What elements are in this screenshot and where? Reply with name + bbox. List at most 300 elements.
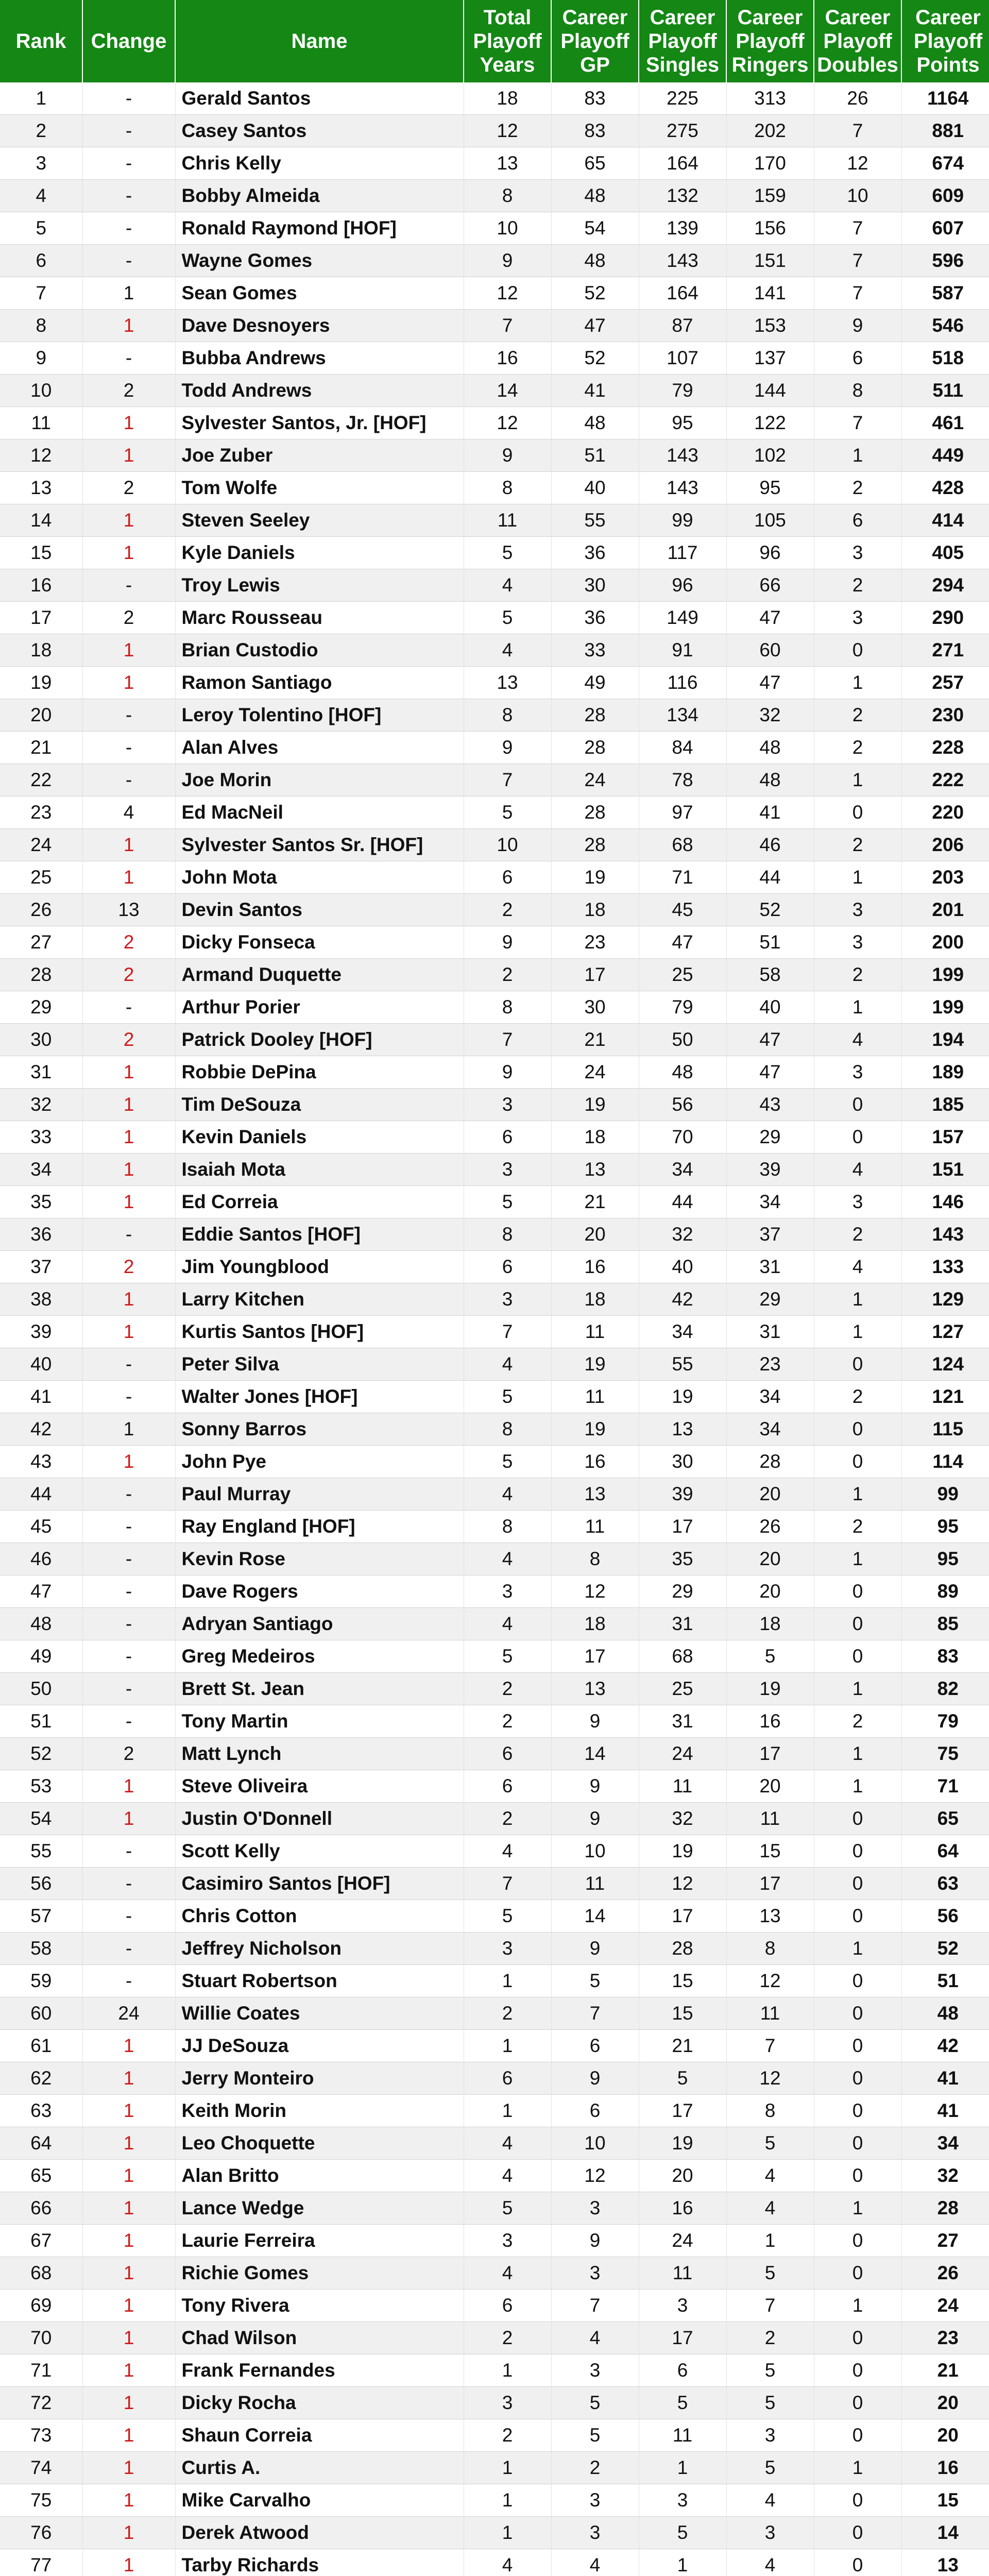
ringers-cell: 18: [726, 1608, 814, 1640]
singles-cell: 70: [639, 1121, 726, 1154]
points-cell: 220: [901, 796, 989, 829]
points-cell: 143: [901, 1218, 989, 1251]
years-cell: 4: [464, 634, 551, 667]
singles-cell: 68: [639, 829, 726, 861]
doubles-cell: 1: [814, 764, 901, 796]
rank-cell: 76: [0, 2517, 82, 2549]
rank-cell: 17: [0, 602, 82, 634]
change-cell: 2: [82, 959, 175, 991]
change-cell: 2: [82, 602, 175, 634]
player-name: Stuart Robertson: [175, 1965, 464, 1997]
player-name: John Pye: [175, 1446, 464, 1478]
years-cell: 8: [464, 991, 551, 1024]
points-cell: 290: [901, 602, 989, 634]
singles-cell: 1: [639, 2549, 726, 2576]
gp-cell: 17: [551, 1640, 639, 1673]
rank-cell: 74: [0, 2452, 82, 2484]
change-cell: 24: [82, 1997, 175, 2030]
change-cell: 1: [82, 2160, 175, 2192]
points-cell: 199: [901, 959, 989, 991]
header-doubles: Career Playoff Doubles: [814, 0, 901, 82]
change-cell: -: [82, 732, 175, 764]
years-cell: 10: [464, 829, 551, 861]
ringers-cell: 96: [726, 537, 814, 569]
table-row: [0, 667, 989, 699]
years-cell: 8: [464, 1413, 551, 1446]
player-name: Jerry Monteiro: [175, 2062, 464, 2095]
gp-cell: 30: [551, 569, 639, 602]
doubles-cell: 1: [814, 2290, 901, 2322]
rank-cell: 5: [0, 212, 82, 245]
points-cell: 15: [901, 2484, 989, 2517]
years-cell: 14: [464, 375, 551, 407]
gp-cell: 9: [551, 1705, 639, 1738]
rank-cell: 43: [0, 1446, 82, 1478]
table-row: [0, 1673, 989, 1705]
ringers-cell: 141: [726, 277, 814, 310]
rank-cell: 20: [0, 699, 82, 732]
years-cell: 5: [464, 1900, 551, 1933]
years-cell: 3: [464, 2387, 551, 2419]
player-name: Adryan Santiago: [175, 1608, 464, 1640]
player-name: Mike Carvalho: [175, 2484, 464, 2517]
points-cell: 34: [901, 2127, 989, 2160]
gp-cell: 30: [551, 991, 639, 1024]
gp-cell: 14: [551, 1738, 639, 1770]
player-name: Chad Wilson: [175, 2322, 464, 2354]
ringers-cell: 144: [726, 375, 814, 407]
change-cell: 2: [82, 1738, 175, 1770]
player-name: Ramon Santiago: [175, 667, 464, 699]
points-cell: 23: [901, 2322, 989, 2354]
table-row: [0, 407, 989, 439]
points-cell: 222: [901, 764, 989, 796]
rank-cell: 42: [0, 1413, 82, 1446]
singles-cell: 32: [639, 1218, 726, 1251]
table-row: [0, 277, 989, 310]
player-name: Shaun Correia: [175, 2419, 464, 2452]
points-cell: 203: [901, 861, 989, 894]
years-cell: 4: [464, 569, 551, 602]
singles-cell: 132: [639, 180, 726, 212]
singles-cell: 44: [639, 1186, 726, 1218]
years-cell: 4: [464, 2257, 551, 2290]
singles-cell: 48: [639, 1056, 726, 1089]
points-cell: 95: [901, 1543, 989, 1575]
change-cell: 2: [82, 1024, 175, 1056]
rank-cell: 9: [0, 342, 82, 375]
singles-cell: 78: [639, 764, 726, 796]
doubles-cell: 3: [814, 537, 901, 569]
points-cell: 20: [901, 2387, 989, 2419]
ringers-cell: 34: [726, 1413, 814, 1446]
years-cell: 5: [464, 1640, 551, 1673]
change-cell: 1: [82, 2225, 175, 2257]
change-cell: -: [82, 1478, 175, 1511]
rank-cell: 39: [0, 1316, 82, 1348]
gp-cell: 10: [551, 1835, 639, 1868]
player-name: Justin O'Donnell: [175, 1803, 464, 1835]
doubles-cell: 0: [814, 1089, 901, 1121]
change-cell: -: [82, 1608, 175, 1640]
points-cell: 674: [901, 147, 989, 180]
years-cell: 9: [464, 926, 551, 959]
rank-cell: 29: [0, 991, 82, 1024]
gp-cell: 20: [551, 1218, 639, 1251]
singles-cell: 1: [639, 2452, 726, 2484]
gp-cell: 41: [551, 375, 639, 407]
table-row: [0, 1283, 989, 1316]
table-row: [0, 342, 989, 375]
doubles-cell: 7: [814, 407, 901, 439]
ringers-cell: 28: [726, 1446, 814, 1478]
rank-cell: 26: [0, 894, 82, 926]
years-cell: 6: [464, 1738, 551, 1770]
gp-cell: 6: [551, 2030, 639, 2062]
gp-cell: 47: [551, 310, 639, 342]
change-cell: 1: [82, 1770, 175, 1803]
table-row: [0, 1997, 989, 2030]
singles-cell: 19: [639, 1381, 726, 1413]
ringers-cell: 48: [726, 732, 814, 764]
change-cell: 1: [82, 1283, 175, 1316]
points-cell: 14: [901, 2517, 989, 2549]
doubles-cell: 2: [814, 959, 901, 991]
change-cell: -: [82, 569, 175, 602]
change-cell: -: [82, 1381, 175, 1413]
table-row: [0, 2062, 989, 2095]
singles-cell: 11: [639, 2419, 726, 2452]
rank-cell: 31: [0, 1056, 82, 1089]
points-cell: 200: [901, 926, 989, 959]
doubles-cell: 0: [814, 2549, 901, 2576]
table-row: [0, 115, 989, 147]
table-row: [0, 1186, 989, 1218]
doubles-cell: 0: [814, 1575, 901, 1608]
points-cell: 405: [901, 537, 989, 569]
points-cell: 63: [901, 1868, 989, 1900]
change-cell: 1: [82, 2127, 175, 2160]
player-name: Kevin Rose: [175, 1543, 464, 1575]
table-row: [0, 1056, 989, 1089]
singles-cell: 17: [639, 2095, 726, 2127]
rank-cell: 61: [0, 2030, 82, 2062]
gp-cell: 52: [551, 277, 639, 310]
gp-cell: 36: [551, 537, 639, 569]
rank-cell: 35: [0, 1186, 82, 1218]
points-cell: 41: [901, 2095, 989, 2127]
player-name: Sylvester Santos, Jr. [HOF]: [175, 407, 464, 439]
table-row: [0, 2452, 989, 2484]
doubles-cell: 2: [814, 699, 901, 732]
rank-cell: 71: [0, 2354, 82, 2387]
points-cell: 607: [901, 212, 989, 245]
years-cell: 16: [464, 342, 551, 375]
rank-cell: 73: [0, 2419, 82, 2452]
doubles-cell: 6: [814, 504, 901, 537]
singles-cell: 35: [639, 1543, 726, 1575]
singles-cell: 40: [639, 1251, 726, 1283]
header-years: Total Playoff Years: [464, 0, 551, 82]
change-cell: -: [82, 991, 175, 1024]
table-row: [0, 1543, 989, 1575]
ringers-cell: 4: [726, 2192, 814, 2225]
years-cell: 13: [464, 147, 551, 180]
points-cell: 20: [901, 2419, 989, 2452]
points-cell: 294: [901, 569, 989, 602]
points-cell: 64: [901, 1835, 989, 1868]
points-cell: 609: [901, 180, 989, 212]
years-cell: 1: [464, 2517, 551, 2549]
singles-cell: 134: [639, 699, 726, 732]
change-cell: -: [82, 147, 175, 180]
rank-cell: 25: [0, 861, 82, 894]
singles-cell: 107: [639, 342, 726, 375]
player-name: Devin Santos: [175, 894, 464, 926]
ringers-cell: 7: [726, 2030, 814, 2062]
ringers-cell: 41: [726, 796, 814, 829]
table-row: [0, 1738, 989, 1770]
points-cell: 189: [901, 1056, 989, 1089]
points-cell: 114: [901, 1446, 989, 1478]
gp-cell: 12: [551, 1575, 639, 1608]
ringers-cell: 4: [726, 2549, 814, 2576]
player-name: Ed MacNeil: [175, 796, 464, 829]
singles-cell: 71: [639, 861, 726, 894]
table-row: [0, 829, 989, 861]
points-cell: 42: [901, 2030, 989, 2062]
years-cell: 1: [464, 2452, 551, 2484]
singles-cell: 19: [639, 2127, 726, 2160]
rank-cell: 67: [0, 2225, 82, 2257]
change-cell: 1: [82, 1413, 175, 1446]
doubles-cell: 9: [814, 310, 901, 342]
singles-cell: 143: [639, 245, 726, 277]
player-name: Kevin Daniels: [175, 1121, 464, 1154]
points-cell: 206: [901, 829, 989, 861]
player-name: Gerald Santos: [175, 82, 464, 115]
ringers-cell: 19: [726, 1673, 814, 1705]
ringers-cell: 153: [726, 310, 814, 342]
gp-cell: 55: [551, 504, 639, 537]
ringers-cell: 105: [726, 504, 814, 537]
years-cell: 6: [464, 1770, 551, 1803]
years-cell: 5: [464, 602, 551, 634]
player-name: Chris Kelly: [175, 147, 464, 180]
table-row: [0, 82, 989, 115]
years-cell: 9: [464, 439, 551, 472]
singles-cell: 25: [639, 1673, 726, 1705]
rank-cell: 59: [0, 1965, 82, 1997]
ringers-cell: 12: [726, 2062, 814, 2095]
singles-cell: 42: [639, 1283, 726, 1316]
rank-cell: 50: [0, 1673, 82, 1705]
player-name: Casimiro Santos [HOF]: [175, 1868, 464, 1900]
gp-cell: 5: [551, 2387, 639, 2419]
points-cell: 518: [901, 342, 989, 375]
singles-cell: 50: [639, 1024, 726, 1056]
change-cell: -: [82, 764, 175, 796]
header-row: [0, 0, 989, 82]
doubles-cell: 1: [814, 2192, 901, 2225]
table-row: [0, 926, 989, 959]
change-cell: -: [82, 1868, 175, 1900]
change-cell: 1: [82, 1803, 175, 1835]
ringers-cell: 47: [726, 1056, 814, 1089]
change-cell: 1: [82, 2517, 175, 2549]
doubles-cell: 0: [814, 2484, 901, 2517]
gp-cell: 8: [551, 1543, 639, 1575]
doubles-cell: 1: [814, 667, 901, 699]
gp-cell: 11: [551, 1868, 639, 1900]
doubles-cell: 1: [814, 439, 901, 472]
doubles-cell: 4: [814, 1154, 901, 1186]
doubles-cell: 3: [814, 1186, 901, 1218]
table-row: [0, 861, 989, 894]
ringers-cell: 20: [726, 1478, 814, 1511]
singles-cell: 11: [639, 2257, 726, 2290]
points-cell: 151: [901, 1154, 989, 1186]
rank-cell: 66: [0, 2192, 82, 2225]
singles-cell: 34: [639, 1316, 726, 1348]
singles-cell: 55: [639, 1348, 726, 1381]
player-name: Kurtis Santos [HOF]: [175, 1316, 464, 1348]
ringers-cell: 5: [726, 2354, 814, 2387]
years-cell: 4: [464, 1478, 551, 1511]
gp-cell: 12: [551, 2160, 639, 2192]
change-cell: 1: [82, 2257, 175, 2290]
gp-cell: 19: [551, 861, 639, 894]
doubles-cell: 0: [814, 1348, 901, 1381]
points-cell: 461: [901, 407, 989, 439]
points-cell: 83: [901, 1640, 989, 1673]
ringers-cell: 20: [726, 1543, 814, 1575]
table-row: [0, 2257, 989, 2290]
points-cell: 257: [901, 667, 989, 699]
rank-cell: 72: [0, 2387, 82, 2419]
table-row: [0, 310, 989, 342]
rank-cell: 49: [0, 1640, 82, 1673]
player-name: Derek Atwood: [175, 2517, 464, 2549]
table-row: [0, 180, 989, 212]
doubles-cell: 0: [814, 796, 901, 829]
ringers-cell: 20: [726, 1770, 814, 1803]
change-cell: 1: [82, 667, 175, 699]
gp-cell: 16: [551, 1446, 639, 1478]
table-row: [0, 1705, 989, 1738]
player-name: Jeffrey Nicholson: [175, 1933, 464, 1965]
table-row: [0, 2354, 989, 2387]
change-cell: 1: [82, 1186, 175, 1218]
gp-cell: 28: [551, 732, 639, 764]
rank-cell: 19: [0, 667, 82, 699]
gp-cell: 9: [551, 1770, 639, 1803]
table-row: [0, 1511, 989, 1543]
ringers-cell: 48: [726, 764, 814, 796]
rank-cell: 51: [0, 1705, 82, 1738]
points-cell: 587: [901, 277, 989, 310]
change-cell: 2: [82, 926, 175, 959]
ringers-cell: 8: [726, 1933, 814, 1965]
years-cell: 4: [464, 2160, 551, 2192]
table-row: [0, 1965, 989, 1997]
years-cell: 4: [464, 2549, 551, 2576]
gp-cell: 52: [551, 342, 639, 375]
ringers-cell: 11: [726, 1997, 814, 2030]
player-name: Tim DeSouza: [175, 1089, 464, 1121]
points-cell: 129: [901, 1283, 989, 1316]
rank-cell: 4: [0, 180, 82, 212]
doubles-cell: 0: [814, 1900, 901, 1933]
player-name: Tom Wolfe: [175, 472, 464, 504]
years-cell: 8: [464, 699, 551, 732]
doubles-cell: 2: [814, 1381, 901, 1413]
rank-cell: 45: [0, 1511, 82, 1543]
singles-cell: 143: [639, 439, 726, 472]
rank-cell: 77: [0, 2549, 82, 2576]
singles-cell: 6: [639, 2354, 726, 2387]
singles-cell: 5: [639, 2387, 726, 2419]
table-row: [0, 2484, 989, 2517]
ringers-cell: 5: [726, 2127, 814, 2160]
change-cell: -: [82, 1640, 175, 1673]
points-cell: 41: [901, 2062, 989, 2095]
points-cell: 16: [901, 2452, 989, 2484]
gp-cell: 13: [551, 1673, 639, 1705]
table-row: [0, 1154, 989, 1186]
change-cell: -: [82, 1543, 175, 1575]
years-cell: 12: [464, 115, 551, 147]
gp-cell: 3: [551, 2192, 639, 2225]
years-cell: 2: [464, 959, 551, 991]
ringers-cell: 7: [726, 2290, 814, 2322]
player-name: Leroy Tolentino [HOF]: [175, 699, 464, 732]
change-cell: 1: [82, 2387, 175, 2419]
rank-cell: 21: [0, 732, 82, 764]
player-name: Patrick Dooley [HOF]: [175, 1024, 464, 1056]
years-cell: 8: [464, 1511, 551, 1543]
doubles-cell: 7: [814, 277, 901, 310]
years-cell: 8: [464, 180, 551, 212]
rank-cell: 14: [0, 504, 82, 537]
player-name: Ed Correia: [175, 1186, 464, 1218]
change-cell: 1: [82, 2290, 175, 2322]
years-cell: 4: [464, 2127, 551, 2160]
table-row: [0, 2030, 989, 2062]
player-name: Greg Medeiros: [175, 1640, 464, 1673]
gp-cell: 48: [551, 245, 639, 277]
years-cell: 6: [464, 861, 551, 894]
points-cell: 95: [901, 1511, 989, 1543]
gp-cell: 6: [551, 2095, 639, 2127]
gp-cell: 23: [551, 926, 639, 959]
change-cell: -: [82, 1575, 175, 1608]
rank-cell: 47: [0, 1575, 82, 1608]
player-name: Todd Andrews: [175, 375, 464, 407]
ringers-cell: 34: [726, 1381, 814, 1413]
gp-cell: 2: [551, 2452, 639, 2484]
ringers-cell: 34: [726, 1186, 814, 1218]
header-singles: Career Playoff Singles: [639, 0, 726, 82]
years-cell: 3: [464, 1154, 551, 1186]
years-cell: 1: [464, 2484, 551, 2517]
ringers-cell: 5: [726, 1640, 814, 1673]
table-row: [0, 2095, 989, 2127]
gp-cell: 7: [551, 1997, 639, 2030]
singles-cell: 149: [639, 602, 726, 634]
player-name: Joe Zuber: [175, 439, 464, 472]
player-name: Curtis A.: [175, 2452, 464, 2484]
